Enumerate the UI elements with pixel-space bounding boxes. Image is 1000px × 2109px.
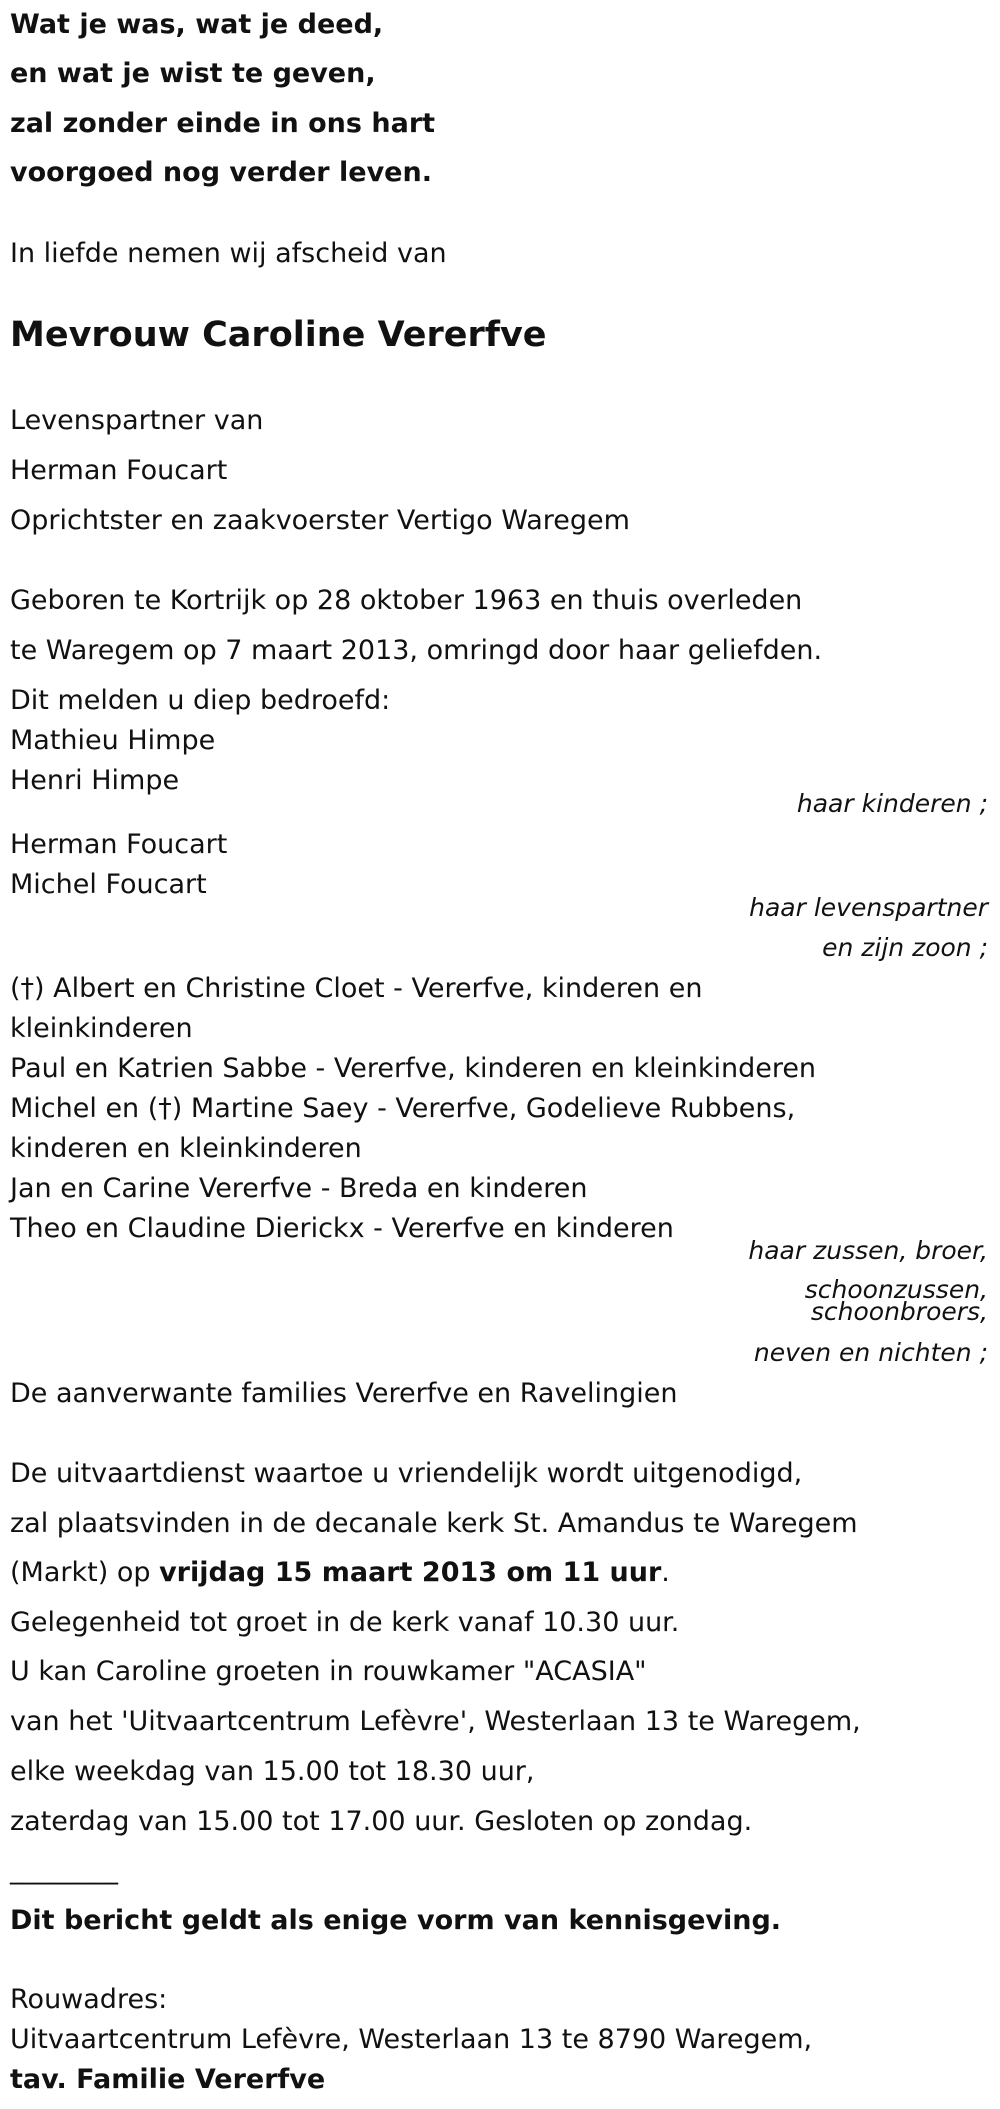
sibling-line: Paul en Katrien Sabbe - Vererfve, kinderen en kleinkinderen	[10, 1053, 817, 1084]
funeral-date: vrijdag 15 maart 2013 om 11 uur	[159, 1557, 662, 1588]
children-relation: haar kinderen ;	[796, 789, 988, 818]
address-line-1: Uitvaartcentrum Lefèvre, Westerlaan 13 te 8790 Waregem,	[10, 2024, 813, 2055]
partner-family-name: Herman Foucart	[10, 829, 228, 860]
sibling-line: kleinkinderen	[10, 1013, 193, 1044]
partner-line-1: Levenspartner van	[10, 405, 264, 436]
birth-death-line-1: Geboren te Kortrijk op 28 oktober 1963 en thuis overleden	[10, 585, 803, 616]
announce-text: Dit melden u diep bedroefd:	[10, 685, 391, 716]
families-text: De aanverwante families Vererfve en Ravelingien	[10, 1378, 678, 1409]
separator: ________	[10, 1854, 118, 1885]
funeral-line-1: De uitvaartdienst waartoe u vriendelijk wordt uitgenodigd,	[10, 1458, 803, 1489]
address-line-2: tav. Familie Vererfve	[10, 2064, 326, 2095]
siblings-relation-line-4: neven en nichten ;	[753, 1338, 988, 1367]
child-name: Mathieu Himpe	[10, 725, 216, 756]
partner-line-3: Oprichtster en zaakvoerster Vertigo Waregem	[10, 505, 630, 536]
poem-line-4: voorgoed nog verder leven.	[10, 157, 432, 188]
funeral-line-8: zaterdag van 15.00 tot 17.00 uur. Gesloten op zondag.	[10, 1806, 753, 1837]
sibling-line: Theo en Claudine Dierickx - Vererfve en kinderen	[10, 1213, 674, 1244]
child-name: Henri Himpe	[10, 765, 180, 796]
funeral-line-2: zal plaatsvinden in de decanale kerk St. Amandus te Waregem	[10, 1508, 858, 1539]
partner-relation-line-1: haar levenspartner	[749, 893, 988, 922]
funeral-line-5: U kan Caroline groeten in rouwkamer "ACASIA"	[10, 1656, 647, 1687]
sibling-line: kinderen en kleinkinderen	[10, 1133, 362, 1164]
birth-death-line-2: te Waregem op 7 maart 2013, omringd door haar geliefden.	[10, 635, 823, 666]
funeral-line-3-suffix: .	[661, 1557, 670, 1588]
funeral-line-3-prefix: (Markt) op	[10, 1557, 160, 1588]
sibling-line: (†) Albert en Christine Cloet - Vererfve, kinderen en	[10, 973, 703, 1004]
siblings-relation-line-2: schoonzussen,	[804, 1275, 988, 1304]
poem-line-1: Wat je was, wat je deed,	[10, 9, 384, 40]
poem-line-3: zal zonder einde in ons hart	[10, 108, 436, 139]
partner-line-2: Herman Foucart	[10, 455, 228, 486]
intro-text: In liefde nemen wij afscheid van	[10, 238, 447, 269]
funeral-line-3	[10, 1556, 670, 1590]
address-label: Rouwadres:	[10, 1984, 168, 2015]
funeral-line-7: elke weekdag van 15.00 tot 18.30 uur,	[10, 1756, 535, 1787]
partner-family-name: Michel Foucart	[10, 869, 207, 900]
siblings-relation-line-3: schoonbroers,	[810, 1297, 988, 1326]
notice-text: Dit bericht geldt als enige vorm van kennisgeving.	[10, 1905, 782, 1936]
funeral-line-4: Gelegenheid tot groet in de kerk vanaf 10.30 uur.	[10, 1607, 680, 1638]
sibling-line: Jan en Carine Vererfve - Breda en kinderen	[10, 1173, 588, 1204]
poem-line-2: en wat je wist te geven,	[10, 58, 376, 89]
siblings-relation-line-1: haar zussen, broer,	[748, 1236, 988, 1265]
deceased-name: Mevrouw Caroline Vererfve	[10, 315, 547, 355]
sibling-line: Michel en (†) Martine Saey - Vererfve, Godelieve Rubbens,	[10, 1093, 796, 1124]
partner-relation-line-2: en zijn zoon ;	[822, 933, 988, 962]
funeral-line-6: van het 'Uitvaartcentrum Lefèvre', Westerlaan 13 te Waregem,	[10, 1706, 861, 1737]
